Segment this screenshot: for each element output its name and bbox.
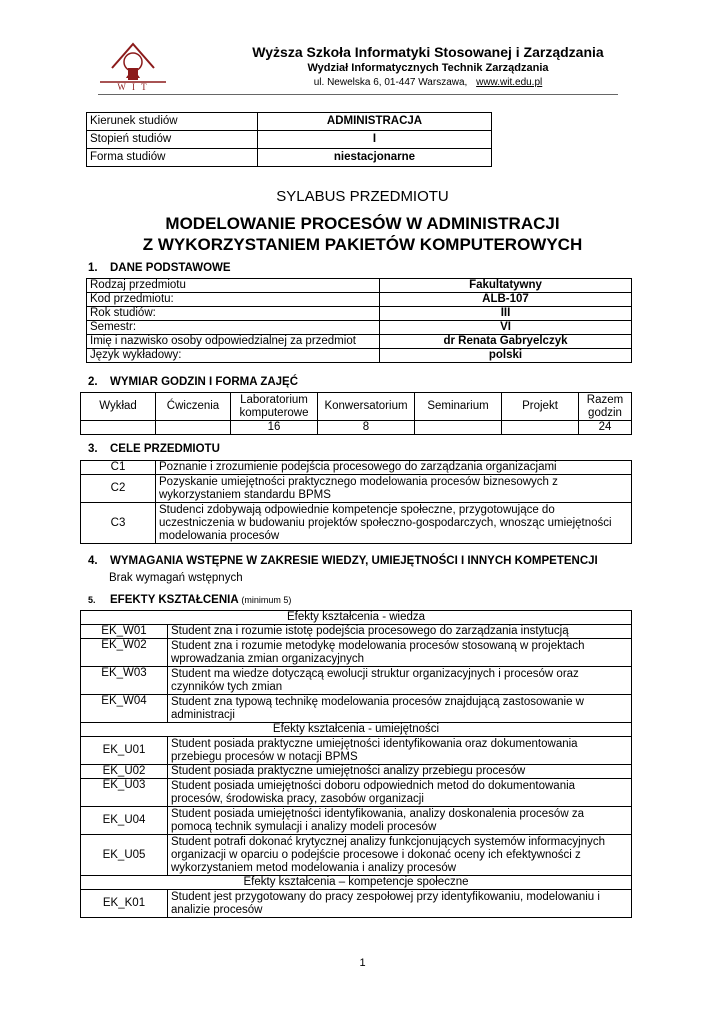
section-title: CELE PRZEDMIOTU xyxy=(110,443,220,455)
effect-text: Student posiada praktyczne umiejętności analizy przebiegu procesów xyxy=(168,765,632,779)
section-title: WYMIAR GODZIN I FORMA ZAJĘĆ xyxy=(110,376,299,388)
hours-value: 8 xyxy=(318,421,415,435)
study-value: niestacjonarne xyxy=(258,149,492,167)
effect-code: EK_U02 xyxy=(81,765,168,779)
effects-table xyxy=(80,610,632,918)
section-heading xyxy=(88,555,598,567)
effect-text: Student posiada umiejętności doboru odpowiednich metod do dokumentowania procesów, środowiska pracy, zasobów organizacji xyxy=(168,779,632,807)
section-title: EFEKTY KSZTAŁCENIA xyxy=(110,594,239,606)
study-value: ADMINISTRACJA xyxy=(258,113,492,131)
goal-code: C3 xyxy=(81,503,156,544)
effect-code: EK_W01 xyxy=(81,625,168,639)
goal-text: Poznanie i zrozumienie podejścia procesowego do zarządzania organizacjami xyxy=(156,461,632,475)
section-heading xyxy=(88,262,231,274)
study-info-table xyxy=(86,112,492,167)
effect-code: EK_K01 xyxy=(81,890,168,918)
school-logo xyxy=(98,38,168,96)
effects-group-header: Efekty kształcenia - wiedza xyxy=(81,611,632,625)
address-line xyxy=(228,77,628,88)
effect-text: Student zna typową technikę modelowania procesów znajdującą zastosowanie w administracji xyxy=(168,695,632,723)
hours-value xyxy=(81,421,156,435)
basic-value: Fakultatywny xyxy=(380,279,632,293)
section-note: (minimum 5) xyxy=(241,595,292,605)
study-label: Forma studiów xyxy=(87,149,258,167)
basic-value: III xyxy=(380,307,632,321)
hours-header: Laboratorium komputerowe xyxy=(231,393,318,421)
basic-value: dr Renata Gabryelczyk xyxy=(380,335,632,349)
prerequisites-text: Brak wymagań wstępnych xyxy=(109,572,243,584)
effect-code: EK_W02 xyxy=(81,639,168,667)
effect-text: Student posiada umiejętności identyfikowania, analizy doskonalenia procesów za pomocą technik symulacji i analizy modeli procesów xyxy=(168,807,632,835)
section-heading xyxy=(88,376,298,388)
course-title-line2: Z WYKORZYSTANIEM PAKIETÓW KOMPUTEROWYCH xyxy=(142,235,583,254)
basic-label: Język wykładowy: xyxy=(87,349,380,363)
website-link[interactable]: www.wit.edu.pl xyxy=(476,77,543,88)
hours-value xyxy=(415,421,502,435)
hours-value xyxy=(156,421,231,435)
section-number: 3. xyxy=(88,443,98,455)
section-number: 2. xyxy=(88,376,98,388)
section-number: 1. xyxy=(88,262,98,274)
hours-value: 16 xyxy=(231,421,318,435)
section-heading xyxy=(88,443,220,455)
hours-value xyxy=(502,421,579,435)
basic-label: Semestr: xyxy=(87,321,380,335)
study-value: I xyxy=(258,131,492,149)
goal-text: Pozyskanie umiejętności praktycznego modelowania procesów biznesowych z wykorzystaniem standardu BPMS xyxy=(156,475,632,503)
logo-text: W I T xyxy=(117,82,149,92)
faculty-name: Wydział Informatycznych Technik Zarządzania xyxy=(307,62,549,74)
goal-code: C1 xyxy=(81,461,156,475)
effects-group-header: Efekty kształcenia - umiejętności xyxy=(81,723,632,737)
effect-text: Student zna i rozumie metodykę modelowania procesów stosowaną w projektach wprowadzania zmian organizacyjnych xyxy=(168,639,632,667)
goals-table xyxy=(80,460,632,544)
effect-text: Student zna i rozumie istotę podejścia procesowego do zarządzania instytucją xyxy=(168,625,632,639)
section-title: WYMAGANIA WSTĘPNE W ZAKRESIE WIEDZY, UMIEJĘTNOŚCI I INNYCH KOMPETENCJI xyxy=(110,555,598,567)
address: ul. Newelska 6, 01-447 Warszawa, xyxy=(313,77,468,88)
basic-data-table xyxy=(86,278,632,363)
effect-code: EK_W04 xyxy=(81,695,168,723)
effect-code: EK_U03 xyxy=(81,779,168,807)
effect-code: EK_U01 xyxy=(81,737,168,765)
hours-header: Wykład xyxy=(81,393,156,421)
section-title: DANE PODSTAWOWE xyxy=(110,262,231,274)
goal-text: Studenci zdobywają odpowiednie kompetencje społeczne, przygotowujące do uczestniczenia w budowaniu projektów społeczno-gospodarczych, wnosząc umiejętności modelowania procesów xyxy=(156,503,632,544)
syllabus-label: SYLABUS PRZEDMIOTU xyxy=(276,188,449,205)
effect-code: EK_W03 xyxy=(81,667,168,695)
basic-label: Rodzaj przedmiotu xyxy=(87,279,380,293)
study-label: Kierunek studiów xyxy=(87,113,258,131)
hours-header: Seminarium xyxy=(415,393,502,421)
hours-value: 24 xyxy=(579,421,632,435)
hours-table xyxy=(80,392,632,435)
section-number: 5. xyxy=(88,595,96,605)
basic-value: ALB-107 xyxy=(380,293,632,307)
effect-code: EK_U04 xyxy=(81,807,168,835)
hours-header: Projekt xyxy=(502,393,579,421)
basic-label: Imię i nazwisko osoby odpowiedzialnej za przedmiot xyxy=(87,335,380,349)
course-title-line1: MODELOWANIE PROCESÓW W ADMINISTRACJI xyxy=(165,214,560,233)
basic-label: Kod przedmiotu: xyxy=(87,293,380,307)
section-heading xyxy=(88,594,291,606)
effect-code: EK_U05 xyxy=(81,835,168,876)
school-name: Wyższa Szkoła Informatyki Stosowanej i Zarządzania xyxy=(252,44,604,60)
basic-value: polski xyxy=(380,349,632,363)
effect-text: Student jest przygotowany do pracy zespołowej przy identyfikowaniu, modelowaniu i analizie procesów xyxy=(168,890,632,918)
basic-label: Rok studiów: xyxy=(87,307,380,321)
hours-header: Razem godzin xyxy=(579,393,632,421)
effects-group-header: Efekty kształcenia – kompetencje społeczne xyxy=(81,876,632,890)
hours-header: Ćwiczenia xyxy=(156,393,231,421)
basic-value: VI xyxy=(380,321,632,335)
study-label: Stopień studiów xyxy=(87,131,258,149)
effect-text: Student ma wiedze dotyczącą ewolucji struktur organizacyjnych i procesów oraz czynników tych zmian xyxy=(168,667,632,695)
section-number: 4. xyxy=(88,555,98,567)
effect-text: Student posiada praktyczne umiejętności identyfikowania oraz dokumentowania przebiegu procesów w notacji BPMS xyxy=(168,737,632,765)
effect-text: Student potrafi dokonać krytycznej analizy funkcjonujących systemów informacyjnych organizacji w oparciu o podejście procesowe i dokonać oceny ich efektywności z wykorzystaniem metod modelowania i analizy procesów xyxy=(168,835,632,876)
header-divider xyxy=(98,94,618,95)
page-number: 1 xyxy=(359,957,366,969)
goal-code: C2 xyxy=(81,475,156,503)
hours-header: Konwersatorium xyxy=(318,393,415,421)
